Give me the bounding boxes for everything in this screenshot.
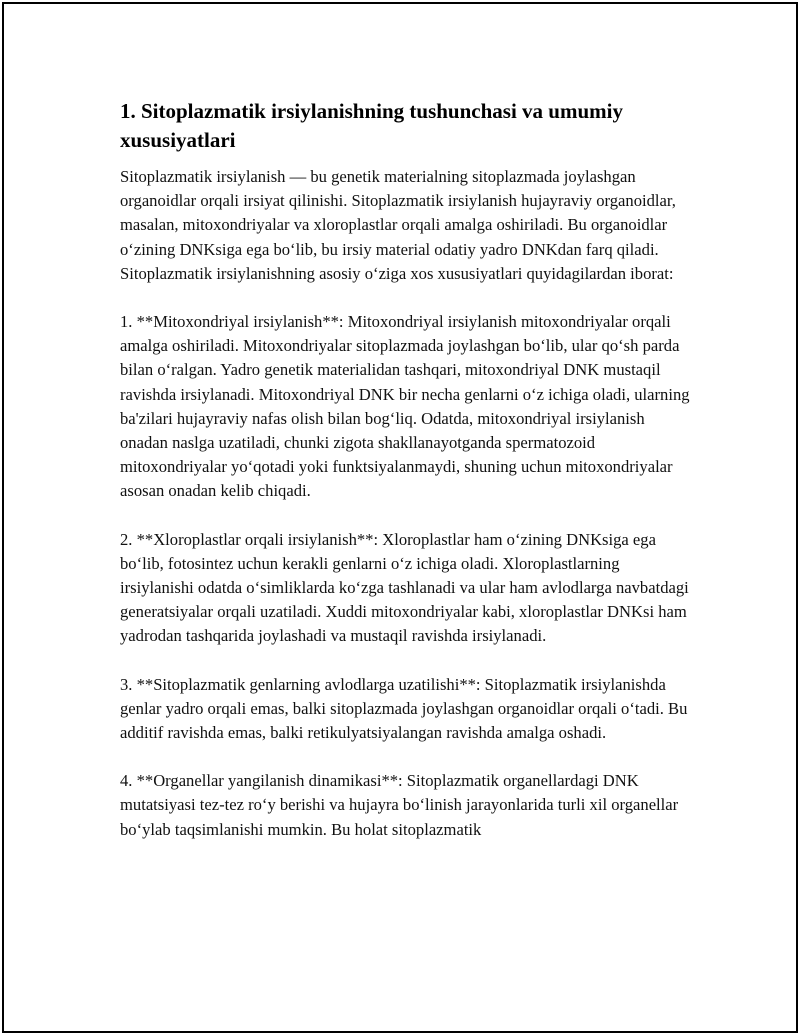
intro-paragraph: Sitoplazmatik irsiylanish — bu genetik materialning sitoplazmada joylashgan organoidlar orqali irsiyat qilinishi. Sitoplazmatik irsiylanish hujayraviy organoidlar, masalan, mitoxondriyalar va xloroplastlar orqali amalga oshiriladi. Bu organoidlar oʻzining DNKsiga ega boʻlib, bu irsiy material odatiy yadro DNKdan farq qiladi. Sitoplazmatik irsiylanishning asosiy oʻziga xos xususiyatlari quyidagilardan iborat: <box>120 167 676 283</box>
organelle-dynamics-paragraph: 4. **Organellar yangilanish dinamikasi**: Sitoplazmatik organellardagi DNK mutatsiyasi tez-tez roʻy berishi va hujayra boʻlinish jarayonlarida turli xil organellar boʻylab taqsimlanishi mumkin. Bu holat sitoplazmatik <box>120 771 679 839</box>
cytoplasmic-genes-paragraph: 3. **Sitoplazmatik genlarning avlodlarga uzatilishi**: Sitoplazmatik irsiylanishda genlar yadro orqali emas, balki sitoplazmada joylashgan organoidlar orqali oʻtadi. Bu additif ravishda emas, balki retikulyatsiyalangan ravishda amalga oshadi. <box>120 674 688 743</box>
mitochondrial-paragraph: 1. **Mitoxondriyal irsiylanish**: Mitoxondriyal irsiylanish mitoxondriyalar orqali amalga oshiriladi. Mitoxondriyalar sitoplazmada joylashgan boʻlib, ular qoʻsh parda bilan oʻralgan. Yadro genetik materialidan tashqari, mitoxondriyal DNK mustaqil ravishda irsiylanadi. Mitoxondriyal DNK bir necha genlarni oʻz ichiga oladi, ularning ba'zilari hujayraviy nafas olish bilan bogʻliq. Odatda, mitoxondriyal irsiylanish onadan naslga uzatiladi, chunki zigota shakllanayotganda spermatozoid mitoxondriyalar yoʻqotadi yoki funktsiyalanmaydi, shuning uchun mitoxondriyalar asosan onadan kelib chiqadi. <box>120 312 690 501</box>
document-body <box>120 97 694 866</box>
section-heading: 1. Sitoplazmatik irsiylanishning tushunchasi va umumiy xususiyatlari <box>120 99 623 152</box>
page-frame <box>2 2 798 1033</box>
chloroplast-paragraph: 2. **Xloroplastlar orqali irsiylanish**: Xloroplastlar ham oʻzining DNKsiga ega boʻlib, fotosintez uchun kerakli genlarni oʻz ichiga oladi. Xloroplastlarning irsiylanishi odatda oʻsimliklarda koʻzga tashlanadi va ular ham avlodlarga navbatdagi generatsiyalar orqali uzatiladi. Xuddi mitoxondriyalar kabi, xloroplastlar DNKsi ham yadrodan tashqarida joylashadi va mustaqil ravishda irsiylanadi. <box>120 529 689 646</box>
